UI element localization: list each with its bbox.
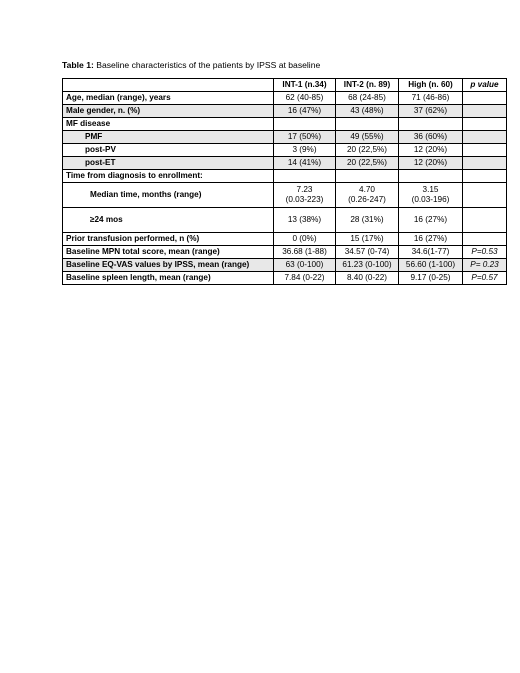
value-cell: 13 (38%) [274, 208, 336, 233]
table-header-row [63, 79, 507, 92]
value-cell [399, 183, 463, 208]
table-row [63, 272, 507, 285]
row-label: PMF [63, 131, 274, 144]
caption-prefix: Table 1: [62, 60, 94, 70]
table-caption [62, 60, 320, 70]
row-label: Time from diagnosis to enrollment: [63, 170, 274, 183]
p-value-cell: P=0.57 [463, 272, 507, 285]
p-value-cell [463, 118, 507, 131]
value-cell: 49 (55%) [336, 131, 399, 144]
header-cell-high: High (n. 60) [399, 79, 463, 92]
table-row [63, 144, 507, 157]
table-row [63, 157, 507, 170]
p-value-cell: P=0.53 [463, 246, 507, 259]
row-label: Baseline MPN total score, mean (range) [63, 246, 274, 259]
value-cell [399, 118, 463, 131]
row-label: Prior transfusion performed, n (%) [63, 233, 274, 246]
value-cell [336, 118, 399, 131]
header-cell-int2: INT-2 (n. 89) [336, 79, 399, 92]
value-cell: 62 (40-85) [274, 92, 336, 105]
row-label: Male gender, n. (%) [63, 105, 274, 118]
caption-text: Baseline characteristics of the patients by IPSS at baseline [93, 60, 321, 70]
value-cell: 14 (41%) [274, 157, 336, 170]
value-cell [274, 118, 336, 131]
value-cell: 16 (47%) [274, 105, 336, 118]
value-cell: 34.57 (0-74) [336, 246, 399, 259]
row-label: MF disease [63, 118, 274, 131]
table-row [63, 118, 507, 131]
row-label: post-PV [63, 144, 274, 157]
p-value-cell [463, 92, 507, 105]
value-cell: 20 (22,5%) [336, 157, 399, 170]
value-cell: 71 (46-86) [399, 92, 463, 105]
row-label: Age, median (range), years [63, 92, 274, 105]
value-cell: 3 (9%) [274, 144, 336, 157]
value-line: 3.15 [422, 185, 439, 194]
value-cell: 0 (0%) [274, 233, 336, 246]
value-line: 7.23 [296, 185, 313, 194]
table-row [63, 246, 507, 259]
value-cell: 16 (27%) [399, 208, 463, 233]
value-cell: 17 (50%) [274, 131, 336, 144]
p-value-cell: P= 0.23 [463, 259, 507, 272]
value-cell: 7.84 (0-22) [274, 272, 336, 285]
value-cell: 20 (22,5%) [336, 144, 399, 157]
header-cell-label [63, 79, 274, 92]
table-row [63, 92, 507, 105]
header-cell-int1: INT-1 (n.34) [274, 79, 336, 92]
row-label: Baseline spleen length, mean (range) [63, 272, 274, 285]
row-label: Median time, months (range) [63, 183, 274, 208]
value-cell [399, 170, 463, 183]
value-cell [336, 170, 399, 183]
p-value-cell [463, 183, 507, 208]
row-label: Baseline EQ-VAS values by IPSS, mean (range) [63, 259, 274, 272]
table-row [63, 208, 507, 233]
value-cell: 68 (24-85) [336, 92, 399, 105]
value-cell: 15 (17%) [336, 233, 399, 246]
value-cell: 56.60 (1-100) [399, 259, 463, 272]
p-value-cell [463, 157, 507, 170]
value-cell: 37 (62%) [399, 105, 463, 118]
table-row [63, 183, 507, 208]
p-value-cell [463, 208, 507, 233]
value-cell [274, 170, 336, 183]
table-row [63, 259, 507, 272]
value-cell: 12 (20%) [399, 157, 463, 170]
table-body [63, 92, 507, 285]
value-line: (0.03-223) [285, 195, 324, 204]
value-cell: 9.17 (0-25) [399, 272, 463, 285]
value-cell [274, 183, 336, 208]
value-cell: 8.40 (0-22) [336, 272, 399, 285]
table-row [63, 233, 507, 246]
row-label: post-ET [63, 157, 274, 170]
value-line: (0.26-247) [348, 195, 386, 204]
value-cell: 61.23 (0-100) [336, 259, 399, 272]
value-cell: 34.6(1-77) [399, 246, 463, 259]
value-cell: 63 (0-100) [274, 259, 336, 272]
p-value-cell [463, 144, 507, 157]
value-cell: 36 (60%) [399, 131, 463, 144]
baseline-characteristics-table [62, 78, 507, 285]
p-value-cell [463, 105, 507, 118]
p-value-cell [463, 170, 507, 183]
row-label: ≥24 mos [63, 208, 274, 233]
value-line: 4.70 [359, 185, 375, 194]
value-cell [336, 183, 399, 208]
value-cell: 28 (31%) [336, 208, 399, 233]
value-cell: 12 (20%) [399, 144, 463, 157]
value-cell: 43 (48%) [336, 105, 399, 118]
table-row [63, 170, 507, 183]
header-cell-p-value: p value [463, 79, 507, 92]
table-row [63, 131, 507, 144]
value-cell: 36.68 (1-88) [274, 246, 336, 259]
table-row [63, 105, 507, 118]
value-cell: 16 (27%) [399, 233, 463, 246]
value-line: (0.03-196) [411, 195, 450, 204]
p-value-cell [463, 131, 507, 144]
p-value-cell [463, 233, 507, 246]
